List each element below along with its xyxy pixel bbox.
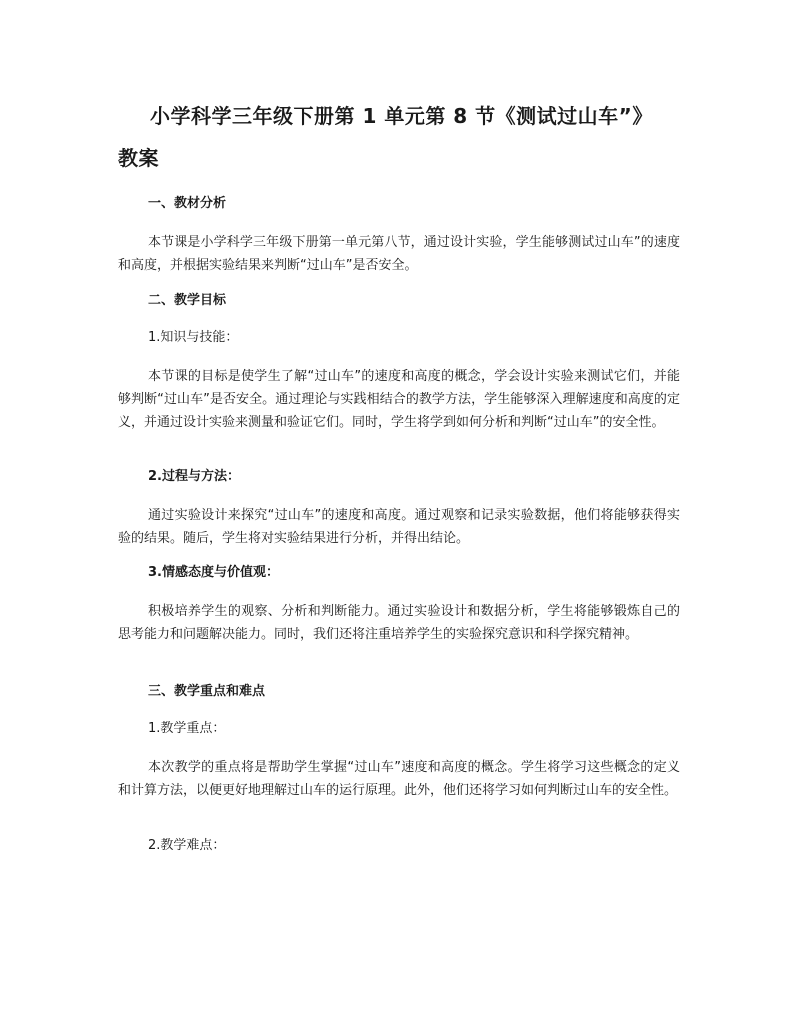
document-title-line2: 教案	[118, 146, 159, 170]
subheading-knowledge-skills: 1.知识与技能：	[148, 330, 239, 345]
paragraph-teaching-focus: 本次教学的重点将是帮助学生掌握“过山车”速度和高度的概念。学生将学习这些概念的定义和计算方法，以便更好地理解过山车的运行原理。此外，他们还将学习如何判断过山车的安全性。	[118, 760, 680, 798]
paragraph-process-methods: 通过实验设计来探究“过山车”的速度和高度。通过观察和记录实验数据，他们将能够获得实验的结果。随后，学生将对实验结果进行分析，并得出结论。	[118, 508, 680, 546]
section-heading-textbook-analysis: 一、教材分析	[148, 196, 227, 211]
subheading-teaching-difficulty: 2.教学难点：	[148, 838, 226, 853]
section-heading-teaching-goals: 二、教学目标	[148, 293, 227, 308]
document-title-line1: 小学科学三年级下册第 1 单元第 8 节《测试过山车”》	[150, 104, 653, 128]
paragraph-emotional-values: 积极培养学生的观察、分析和判断能力。通过实验设计和数据分析，学生将能够锻炼自己的思考能力和问题解决能力。同时，我们还将注重培养学生的实验探究意识和科学探究精神。	[118, 604, 680, 642]
section-heading-key-points: 三、教学重点和难点	[148, 684, 266, 699]
subheading-emotional-values: 3.情感态度与价值观：	[148, 565, 279, 580]
subheading-process-methods: 2.过程与方法：	[148, 469, 240, 484]
paragraph-knowledge-skills: 本节课的目标是使学生了解“过山车”的速度和高度的概念，学会设计实验来测试它们，并能够判断“过山车”是否安全。通过理论与实践相结合的教学方法，学生能够深入理解速度和高度的定义，并通过设计实验来测量和验证它们。同时，学生将学到如何分析和判断“过山车”的安全性。	[118, 369, 680, 430]
paragraph-textbook-analysis: 本节课是小学科学三年级下册第一单元第八节，通过设计实验，学生能够测试过山车”的速度和高度，并根据实验结果来判断“过山车”是否安全。	[118, 235, 680, 273]
subheading-teaching-focus: 1.教学重点：	[148, 721, 226, 736]
